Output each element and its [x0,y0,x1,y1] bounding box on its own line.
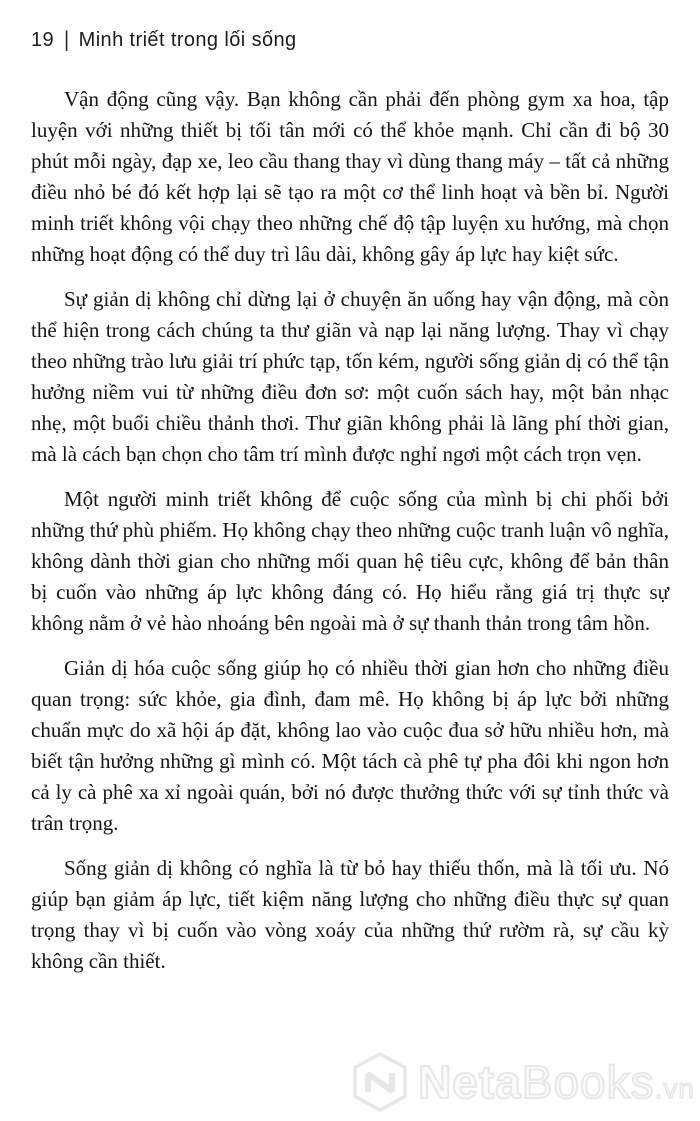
body-paragraph: Giản dị hóa cuộc sống giúp họ có nhiều thời gian hơn cho những điều quan trọng: sức khỏe, gia đình, đam mê. Họ không bị áp lực bởi những chuẩn mực do xã hội áp đặt, không lao vào cuộc đua sở hữu nhiều hơn, mà biết tận hưởng những gì mình có. Một tách cà phê tự pha đôi khi ngon hơn cả ly cà phê xa xỉ ngoài quán, bởi nó được thưởng thức với sự tỉnh thức và trân trọng. [31,656,669,835]
running-header [31,27,297,53]
header-separator: | [64,27,70,53]
netabooks-hexagon-n-icon [351,1051,409,1113]
body-paragraph: Sự giản dị không chỉ dừng lại ở chuyện ăn uống hay vận động, mà còn thể hiện trong cách chúng ta thư giãn và nạp lại năng lượng. Thay vì chạy theo những trào lưu giải trí phức tạp, tốn kém, người sống giản dị có thể tận hưởng niềm vui từ những điều đơn sơ: một cuốn sách hay, một bản nhạc nhẹ, một buổi chiều thảnh thơi. Thư giãn không phải là lãng phí thời gian, mà là cách bạn chọn cho tâm trí mình được nghỉ ngơi một cách trọn vẹn. [31,287,669,466]
body-paragraph: Vận động cũng vậy. Bạn không cần phải đến phòng gym xa hoa, tập luyện với những thiết bị tối tân mới có thể khỏe mạnh. Chỉ cần đi bộ 30 phút mỗi ngày, đạp xe, leo cầu thang thay vì dùng thang máy – tất cả những điều nhỏ bé đó kết hợp lại sẽ tạo ra một cơ thể linh hoạt và bền bỉ. Người minh triết không vội chạy theo những chế độ tập luyện xu hướng, mà chọn những hoạt động có thể duy trì lâu dài, không gây áp lực hay kiệt sức. [31,87,669,266]
watermark-tld: .vn [654,1073,695,1104]
watermark-brand-regular: Books [521,1056,655,1108]
page-number: 19 [31,29,55,51]
page-title: Minh triết trong lối sống [78,29,297,51]
body-paragraph: Một người minh triết không để cuộc sống của mình bị chi phối bởi những thứ phù phiếm. Họ không chạy theo những cuộc tranh luận vô nghĩa, không dành thời gian cho những mối quan hệ tiêu cực, không để bản thân bị cuốn vào những áp lực không đáng có. Họ hiểu rằng giá trị thực sự không nằm ở vẻ hào nhoáng bên ngoài mà ở sự thanh thản trong tâm hồn. [31,487,669,635]
page-body [31,84,669,991]
watermark [351,1051,695,1113]
watermark-text [418,1056,695,1108]
body-paragraph: Sống giản dị không có nghĩa là từ bỏ hay thiếu thốn, mà là tối ưu. Nó giúp bạn giảm áp lực, tiết kiệm năng lượng cho những điều thực sự quan trọng thay vì bị cuốn vào vòng xoáy của những thứ rườm rà, sự cầu kỳ không cần thiết. [31,856,669,973]
watermark-brand-bold: Neta [418,1056,522,1108]
